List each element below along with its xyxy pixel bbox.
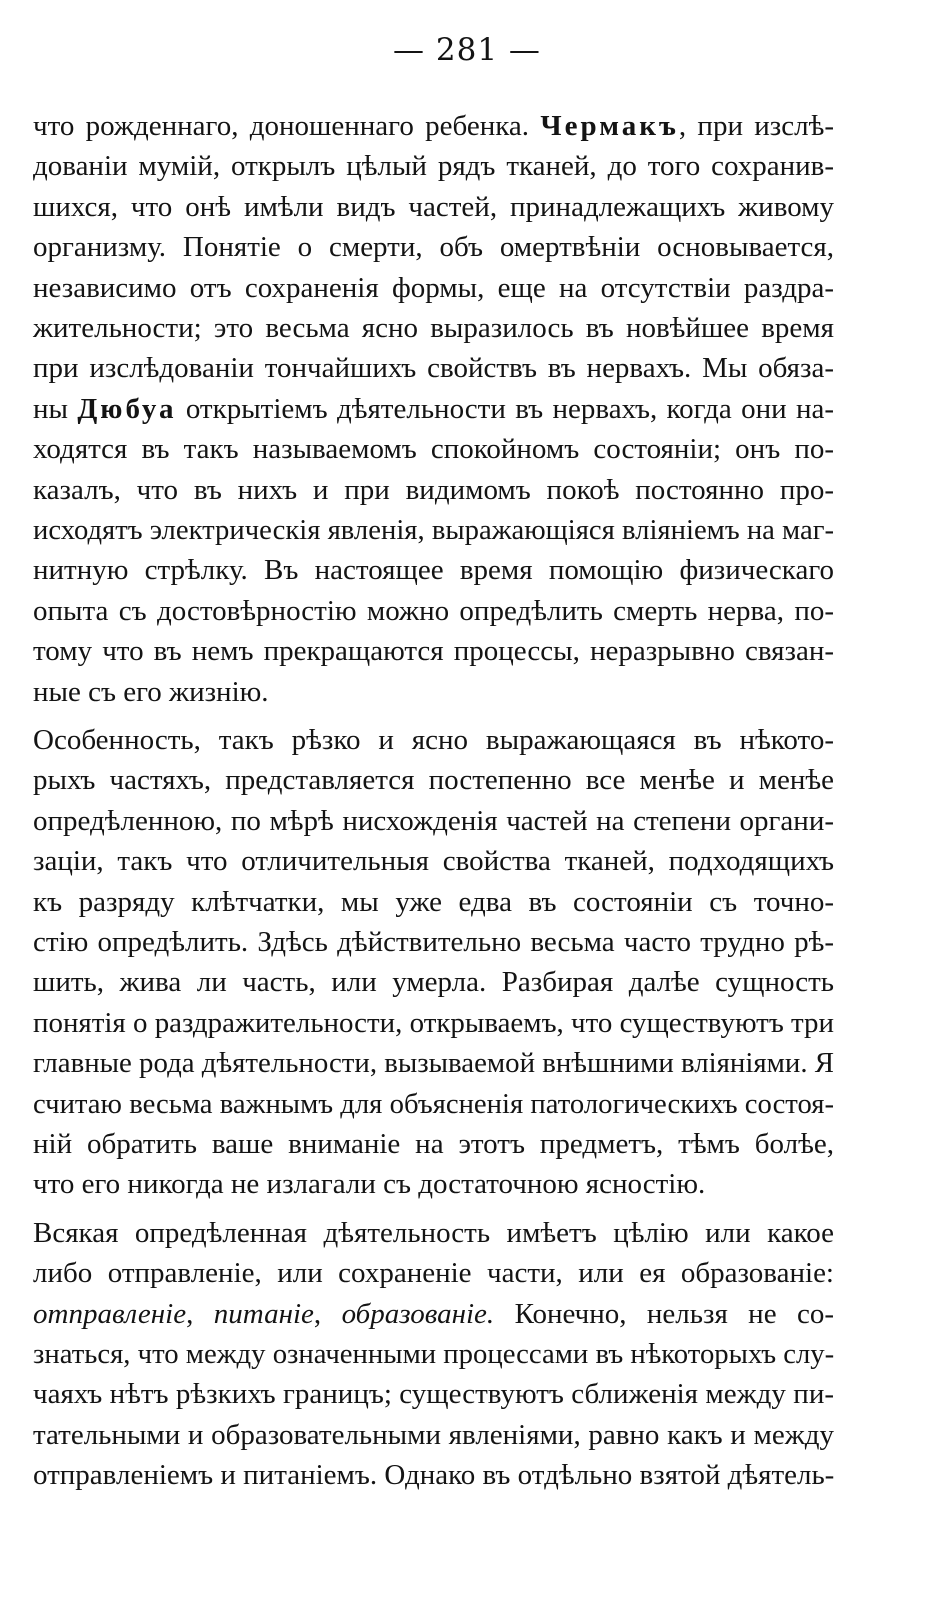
text-segment: Конечно, нельзя не со-: [494, 1297, 835, 1330]
page-number-header: — 281 —: [393, 32, 541, 68]
text-segment: ходятся въ такъ называемомъ спокойномъ состояніи; онъ по-: [33, 433, 834, 466]
text-line: [33, 389, 834, 429]
text-line: [33, 760, 834, 800]
text-segment: жительности; это весьма ясно выразилось въ новѣйшее время: [33, 312, 834, 344]
italic-term: образованіе.: [341, 1297, 495, 1330]
text-line: [33, 1164, 834, 1204]
italic-term: питаніе: [213, 1297, 314, 1330]
text-line: [33, 550, 834, 590]
text-line: [33, 1294, 834, 1334]
text-segment: заціи, такъ что отличительныя свойства тканей, подходящихъ: [33, 845, 834, 878]
text-segment: что рожденнаго, доношеннаго ребенка.: [33, 110, 541, 142]
text-segment: при изслѣдованіи тончайшихъ свойствъ въ нервахъ. Мы обяза-: [33, 352, 834, 385]
text-segment: либо отправленіе, или сохраненіе части, или ея образованіе:: [33, 1257, 834, 1290]
text-line: [33, 470, 834, 510]
text-segment: опредѣленною, по мѣрѣ нисхожденія частей на степени органи-: [33, 804, 834, 837]
text-segment: Всякая опредѣленная дѣятельность имѣетъ цѣлію или какое: [33, 1216, 834, 1249]
text-line: [33, 1415, 834, 1455]
text-segment: казалъ, что въ нихъ и при видимомъ покоѣ постоянно про-: [33, 473, 834, 506]
text-line: [33, 1084, 834, 1124]
text-line: [33, 1374, 834, 1414]
text-segment: , при изслѣ-: [678, 110, 835, 142]
text-segment: шихся, что онѣ имѣли видъ частей, принадлежащихъ живому: [33, 190, 834, 223]
text-line: [33, 841, 834, 881]
text-segment: ные съ его жизнію.: [33, 675, 269, 708]
text-line: [33, 1124, 834, 1164]
text-line: [33, 1455, 834, 1495]
italic-term: отправленіе: [33, 1297, 187, 1330]
text-line: [33, 348, 834, 388]
text-segment: шить, жива ли часть, или умерла. Разбирая далѣе сущность: [33, 966, 834, 999]
text-segment: опыта съ достовѣрностію можно опредѣлить смерть нерва, по-: [33, 594, 834, 627]
text-segment: тательными и образовательными явленіями, равно какъ и между: [33, 1418, 834, 1451]
text-segment: дованіи мумій, открылъ цѣлый рядъ тканей, до того сохранив-: [33, 150, 834, 183]
text-segment: ,: [313, 1297, 342, 1330]
text-line: [33, 672, 834, 712]
text-line: [33, 922, 834, 962]
text-line: [33, 1213, 834, 1253]
text-segment: чаяхъ нѣтъ рѣзкихъ границъ; существуютъ сближенія между пи-: [33, 1378, 834, 1411]
text-line: [33, 227, 834, 267]
text-segment: ,: [186, 1297, 214, 1330]
text-segment: независимо отъ сохраненія формы, еще на отсутствіи раздра-: [33, 271, 834, 304]
text-line: [33, 631, 834, 671]
text-line: [33, 510, 834, 550]
text-segment: считаю весьма важнымъ для объясненія патологическихъ состоя-: [33, 1087, 835, 1120]
text-segment: ны: [33, 392, 78, 425]
text-line: [33, 146, 834, 186]
text-segment: открытіемъ дѣятельности въ нервахъ, когда они на-: [176, 392, 834, 425]
text-segment: отправленіемъ и питаніемъ. Однако въ отдѣльно взятой дѣятель-: [33, 1459, 835, 1492]
text-line: [33, 1003, 834, 1043]
text-line: [33, 801, 834, 841]
text-segment: понятія о раздражительности, открываемъ, что существуютъ три: [33, 1006, 834, 1039]
text-line: [33, 962, 834, 1002]
text-line: [33, 882, 834, 922]
spaced-name: Чермакъ: [540, 110, 679, 142]
text-segment: знаться, что между означенными процессами въ нѣкоторыхъ слу-: [33, 1338, 835, 1370]
text-segment: къ разряду клѣтчатки, мы уже едва въ состояніи съ точно-: [33, 885, 834, 918]
text-segment: главные рода дѣятельности, вызываемой внѣшними вліяніями. Я: [33, 1047, 835, 1080]
text-line: [33, 308, 834, 348]
text-line: [33, 1043, 834, 1083]
text-segment: исходятъ электрическія явленія, выражающіяся вліяніемъ на маг-: [33, 514, 835, 546]
text-segment: Особенность, такъ рѣзко и ясно выражающаяся въ нѣкото-: [33, 724, 834, 756]
text-segment: организму. Понятіе о смерти, объ омертвѣніи основывается,: [33, 231, 834, 264]
text-segment: стію опредѣлить. Здѣсь дѣйствительно весьма часто трудно рѣ-: [33, 926, 834, 958]
text-line: [33, 429, 834, 469]
text-line: [33, 187, 834, 227]
spaced-name: Дюбуа: [77, 392, 177, 425]
text-line: [33, 1253, 834, 1293]
text-line: [33, 591, 834, 631]
text-segment: нитную стрѣлку. Въ настоящее время помощію физическаго: [33, 554, 834, 587]
text-line: [33, 106, 834, 146]
text-segment: тому что въ немъ прекращаются процессы, неразрывно связан-: [33, 635, 834, 668]
text-segment: ній обратить ваше вниманіе на этотъ предметъ, тѣмъ болѣе,: [33, 1128, 834, 1160]
text-line: [33, 268, 834, 308]
text-line: [33, 1334, 834, 1374]
text-line: [33, 720, 834, 760]
text-segment: что его никогда не излагали съ достаточною ясностію.: [33, 1168, 706, 1201]
text-segment: рыхъ частяхъ, представляется постепенно все менѣе и менѣе: [33, 764, 834, 797]
